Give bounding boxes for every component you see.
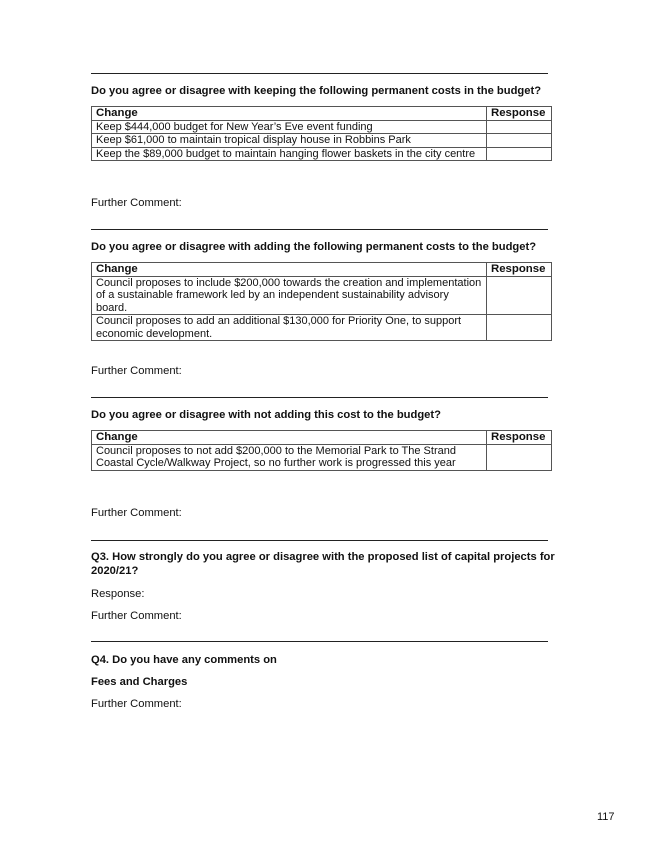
change-header: Change (92, 263, 487, 277)
section1-further-comment: Further Comment: (91, 197, 182, 209)
response-header: Response (487, 107, 552, 121)
change-cell: Keep $444,000 budget for New Year’s Eve event funding (92, 120, 487, 134)
section2-question: Do you agree or disagree with adding the following permanent costs to the budget? (91, 241, 537, 253)
q4-question: Q4. Do you have any comments on (91, 654, 277, 666)
q3-response-label: Response: (91, 588, 145, 600)
table-row (92, 120, 552, 134)
response-cell[interactable] (487, 444, 552, 470)
response-cell[interactable] (487, 134, 552, 148)
change-cell: Keep the $89,000 budget to maintain hanging flower baskets in the city centre (92, 147, 487, 161)
change-cell: Council proposes to add an additional $130,000 for Priority One, to support economic development. (92, 315, 487, 341)
table-header-row (92, 431, 552, 445)
separator-rule (91, 397, 548, 398)
q3-question: Q3. How strongly do you agree or disagree with the proposed list of capital projects for 2020/21? (91, 551, 555, 577)
separator-rule (91, 229, 548, 230)
table-row (92, 147, 552, 161)
q4-further-comment: Further Comment: (91, 698, 182, 710)
page-number: 117 (597, 811, 615, 823)
response-cell[interactable] (487, 147, 552, 161)
response-cell[interactable] (487, 120, 552, 134)
separator-rule (91, 73, 548, 74)
change-cell: Council proposes to not add $200,000 to the Memorial Park to The Strand Coastal Cycle/Walkway Project, so no further work is progressed this year (92, 444, 487, 470)
section1-question: Do you agree or disagree with keeping the following permanent costs in the budget? (91, 85, 542, 97)
table-row (92, 276, 552, 315)
response-cell[interactable] (487, 276, 552, 315)
response-header: Response (487, 263, 552, 277)
response-header: Response (487, 431, 552, 445)
table-header-row (92, 107, 552, 121)
table-row (92, 315, 552, 341)
change-header: Change (92, 107, 487, 121)
q4-subheading: Fees and Charges (91, 676, 188, 688)
section2-further-comment: Further Comment: (91, 365, 182, 377)
section3-further-comment: Further Comment: (91, 507, 182, 519)
change-cell: Council proposes to include $200,000 towards the creation and implementation of a sustainable framework led by an independent sustainability advisory board. (92, 276, 487, 315)
q3-further-comment: Further Comment: (91, 610, 182, 622)
section3-table (91, 430, 552, 471)
response-cell[interactable] (487, 315, 552, 341)
section1-table (91, 106, 552, 161)
table-row (92, 444, 552, 470)
section2-table (91, 262, 552, 341)
change-header: Change (92, 431, 487, 445)
change-cell: Keep $61,000 to maintain tropical display house in Robbins Park (92, 134, 487, 148)
table-row (92, 134, 552, 148)
separator-rule (91, 641, 548, 642)
table-header-row (92, 263, 552, 277)
section3-question: Do you agree or disagree with not adding this cost to the budget? (91, 409, 441, 421)
separator-rule (91, 540, 548, 541)
